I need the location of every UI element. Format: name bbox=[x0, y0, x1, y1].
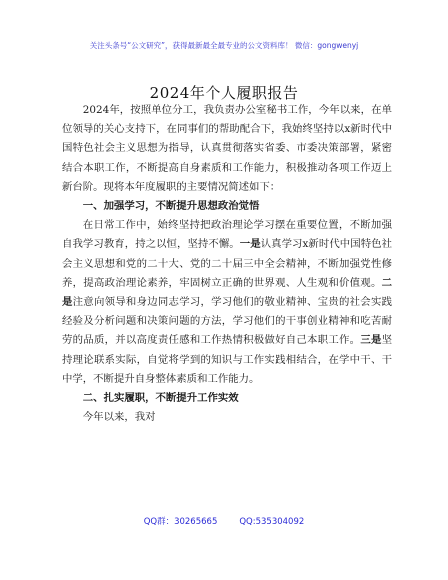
intro-paragraph: 2024年，按照单位分工，我负责办公室秘书工作，今年以来，在单位领导的关心支持下，在同事们的帮助配合下，我始终坚持以x新时代中国特色社会主义思想为指导，认真贯彻落实省委、市委决策部署，紧密结合本职工作，不断提高自身素质和工作能力，积极推动各项工作迈上新台阶。现将本年度履职的主要情况简述如下： bbox=[62, 104, 392, 193]
document-title: 2024年个人履职报告 bbox=[149, 84, 299, 102]
section-1-paragraph bbox=[62, 216, 392, 389]
section-1-heading: 一、加强学习，不断提升思想政治觉悟 bbox=[82, 200, 260, 213]
section-1-point-2-marker: 二是 bbox=[62, 276, 392, 309]
section-1-point-1-marker: 一是 bbox=[239, 238, 261, 251]
section-1-text-3: 注意向领导和身边同志学习，学习他们的敬业精神、宝贵的社会实践经验及分析问题和决策问题的方法，学习他们的干事创业精神和吃苦耐劳的品质，并以高度责任感和工作热情积极做好自己本职工作。 bbox=[62, 296, 392, 347]
footer-contact bbox=[0, 515, 448, 527]
footer-qq-group: QQ群：30265665 bbox=[143, 517, 218, 527]
section-1-text-1: 在日常工作中，始终坚持把政治理论学习摆在重要位置，不断加强自我学习教育，持之以恒，坚持不懈。 bbox=[62, 219, 392, 251]
document-body bbox=[62, 101, 392, 427]
section-2-paragraph: 今年以来，我对 bbox=[82, 411, 156, 424]
section-1-point-3-marker: 三是 bbox=[360, 334, 382, 347]
footer-qq: QQ:535304092 bbox=[239, 517, 305, 527]
section-1-text-4: 坚持理论联系实际，自觉将学到的知识与工作实践相结合，在学中干、干中学，不断提升自身整体素质和工作能力。 bbox=[62, 334, 393, 385]
section-2-heading: 二、扎实履职，不断提升工作实效 bbox=[82, 392, 239, 405]
top-banner: 关注头条号“公文研究”，获得最新最全最专业的公文资料库！ 微信：gongwenyj bbox=[89, 41, 359, 50]
section-1-text-2: 认真学习x新时代中国特色社会主义思想和党的二十大、党的二十届三中全会精神，不断加强党性修养，提高政治理论素养，牢固树立正确的世界观、人生观和价值观。 bbox=[62, 238, 393, 289]
